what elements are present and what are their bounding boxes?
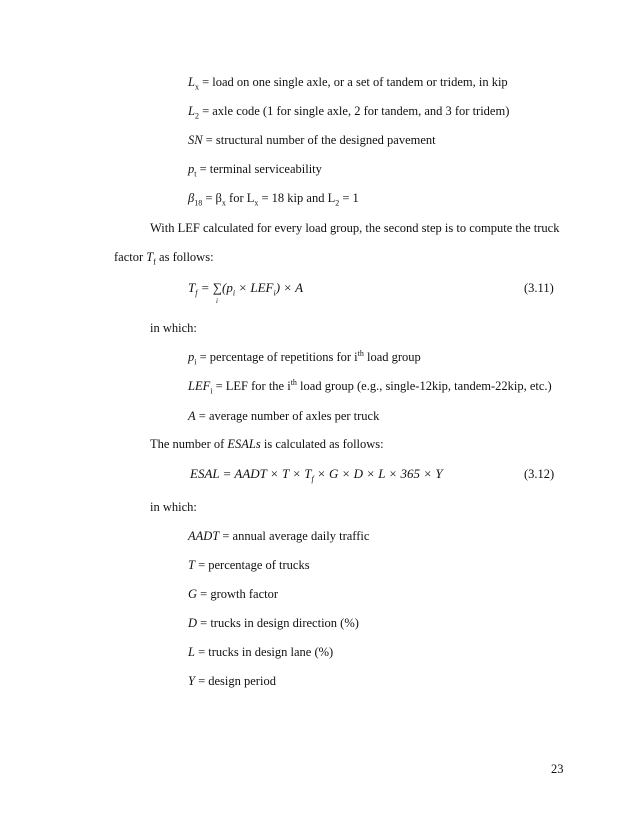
equation-3-11	[188, 280, 303, 296]
symbol: T	[188, 558, 195, 572]
definition-text: load group	[363, 350, 421, 364]
definition-l2	[188, 103, 509, 119]
symbol: ESALs	[227, 437, 261, 451]
symbol: p	[188, 162, 195, 176]
symbol: p	[188, 350, 195, 364]
definition-lx	[188, 74, 508, 90]
symbol: β	[188, 191, 195, 205]
subscript: 2	[194, 111, 199, 121]
superscript: th	[357, 348, 364, 358]
subscript: i	[210, 386, 213, 396]
in-which-label: in which:	[150, 500, 197, 514]
definition-sn	[188, 132, 436, 148]
equation-symbol: T	[188, 280, 196, 295]
definition-aadt	[188, 528, 369, 544]
definition-text: = trucks in design lane (%)	[194, 645, 334, 659]
symbol: L	[188, 75, 195, 89]
symbol: LEF	[188, 379, 211, 393]
paragraph-line	[114, 249, 214, 265]
definition-text: = 18 kip and L	[258, 191, 336, 205]
symbol: Y	[188, 674, 195, 688]
symbol: L	[188, 104, 195, 118]
sum-index: i	[216, 297, 218, 305]
paragraph-text: factor	[114, 250, 147, 264]
definition-beta18	[188, 190, 359, 206]
definition-g	[188, 586, 278, 602]
subscript: 2	[335, 198, 340, 208]
definition-pi	[188, 349, 421, 365]
subscript: f	[311, 474, 314, 484]
definition-text: = trucks in design direction (%)	[197, 616, 359, 630]
definition-text: load group (e.g., single-12kip, tandem-22kip, etc.)	[296, 379, 552, 393]
subscript: 18	[194, 198, 203, 208]
equation-text: = ∑(p	[197, 280, 233, 295]
symbol: D	[188, 616, 198, 630]
definition-text: = design period	[194, 674, 276, 688]
definition-text: = growth factor	[197, 587, 279, 601]
subscript: f	[153, 257, 156, 267]
definition-lefi	[188, 378, 552, 394]
definition-text: = average number of axles per truck	[195, 409, 380, 423]
equation-3-12	[190, 466, 443, 482]
definition-text: = annual average daily traffic	[219, 529, 370, 543]
symbol: G	[188, 587, 198, 601]
subscript: f	[195, 288, 198, 298]
definition-text: = percentage of trucks	[194, 558, 310, 572]
definition-text: = percentage of repetitions for i	[196, 350, 358, 364]
symbol: SN	[188, 133, 203, 147]
equation-number: (3.11)	[524, 281, 554, 295]
definition-text: = load on one single axle, or a set of tandem or tridem, in kip	[198, 75, 508, 89]
symbol: A	[188, 409, 196, 423]
symbol: AADT	[188, 529, 220, 543]
paragraph-line: With LEF calculated for every load group, the second step is to compute the truck	[150, 221, 560, 235]
subscript: x	[221, 198, 226, 208]
definition-text: = structural number of the designed pavement	[202, 133, 436, 147]
definition-a	[188, 408, 379, 424]
definition-text: for L	[225, 191, 255, 205]
equation-text: × G × D × L × 365 × Y	[313, 466, 443, 481]
symbol: L	[188, 645, 195, 659]
page-number: 23	[551, 762, 564, 776]
definition-l	[188, 644, 333, 660]
definition-text: = axle code (1 for single axle, 2 for tandem, and 3 for tridem)	[198, 104, 510, 118]
definition-text: = 1	[339, 191, 359, 205]
paragraph-text: is calculated as follows:	[260, 437, 384, 451]
superscript: th	[290, 377, 297, 387]
equation-number: (3.12)	[524, 467, 555, 481]
definition-text: = LEF for the i	[212, 379, 291, 393]
equation-text: ESAL = AADT × T × T	[190, 466, 312, 481]
definition-y	[188, 673, 276, 689]
paragraph-line	[150, 436, 384, 452]
subscript: x	[254, 198, 259, 208]
paragraph-text: The number of	[150, 437, 228, 451]
definition-text: = terminal serviceability	[196, 162, 322, 176]
definition-text: = β	[202, 191, 222, 205]
equation-text: ) × A	[275, 280, 304, 295]
definition-t	[188, 557, 310, 573]
symbol: T	[146, 250, 154, 264]
definition-d	[188, 615, 359, 631]
subscript: i	[232, 288, 236, 298]
equation-text: × LEF	[235, 280, 274, 295]
subscript: x	[194, 82, 199, 92]
subscript: t	[194, 169, 197, 179]
in-which-label: in which:	[150, 321, 197, 335]
subscript: i	[273, 288, 276, 298]
paragraph-text: as follows:	[155, 250, 214, 264]
subscript: i	[194, 357, 197, 367]
definition-pt	[188, 161, 322, 177]
